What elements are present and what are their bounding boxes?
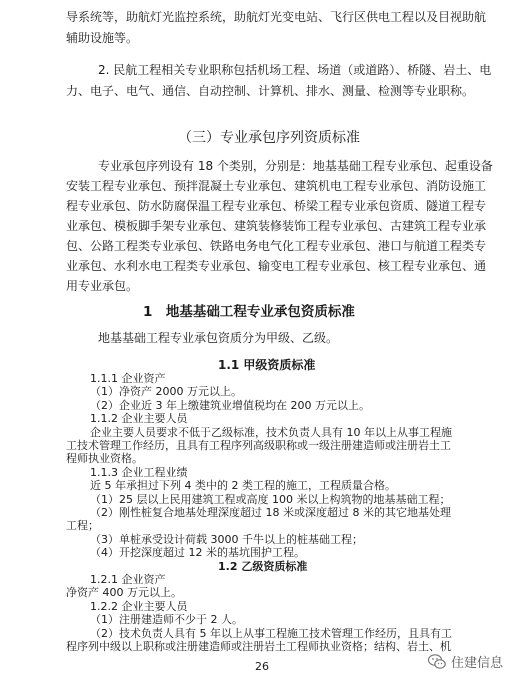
text-line: 专业承包序列设有 18 个类别，分别是：地基基础工程专业承包、起重设备 [98,159,493,173]
heading-1: 1 地基基础工程专业承包资质标准 [143,304,355,320]
text-line: 1.2.1 企业资产 [90,573,166,586]
text-line: 1.1.3 企业工程业绩 [90,466,188,479]
text-line: 业承包、水利水电工程类专业承包、输变电工程专业承包、核工程专业承包、通 [66,259,487,273]
text-line: 近 5 年承担过下列 4 类中的 2 类工程的施工，工程质量合格。 [90,479,396,492]
section-heading: （三）专业承包序列资质标准 [178,130,360,146]
text-line: 导系统等，助航灯光监控系统，助航灯光变电站、飞行区供电工程以及目视助航 [66,10,487,24]
text-line: 1.1.1 企业资产 [90,372,166,385]
page-number: 26 [255,660,269,673]
heading-1-1: 1.1 甲级资质标准 [218,358,316,372]
text-line: （4）开挖深度超过 12 米的基坑围护工程。 [90,546,305,559]
text-line: （1）25 层以上民用建筑工程或高度 100 米以上构筑物的地基基础工程； [90,493,451,506]
text-line: （1）净资产 2000 万元以上。 [90,385,242,398]
text-line: 工技术管理工作经历，且具有工程序列高级职称或一级注册建造师或注册岩土工 [66,439,451,452]
text-line: 2. 民航工程相关专业职称包括机场工程、场道（或道路）、桥隧、岩土、电 [98,63,492,77]
heading-1-2: 1.2 乙级资质标准 [218,560,308,573]
watermark [428,652,503,671]
text-line: （2）企业近 3 年上缴建筑业增值税均在 200 万元以上。 [90,399,370,412]
text-line: （2）技术负责人具有 5 年以上从事工程施工技术管理工作经历，且具有工 [90,627,452,640]
text-line: 工程； [66,519,99,532]
text-line: 用专业承包。 [66,279,139,293]
watermark-text: 住建信息 [451,656,504,671]
wechat-icon [428,654,446,670]
text-line: 包、公路工程类专业承包、铁路电务电气化工程专业承包、港口与航道工程类专 [66,239,487,253]
text-line: 程师执业资格。 [66,452,143,465]
text-line: 净资产 400 万元以上。 [66,586,182,599]
text-line: （1）注册建造师不少于 2 人。 [90,613,243,626]
text-line: 地基基础工程专业承包资质分为甲级、乙级。 [98,331,339,345]
text-line: 力、电子、电气、通信、自动控制、计算机、排水、测量、检测等专业职称。 [66,84,475,98]
text-line: 企业主要人员要求不低于乙级标准，技术负责人具有 10 年以上从事工程施 [90,426,452,439]
text-line: 程专业承包、防水防腐保温工程专业承包、桥梁工程专业承包资质、隧道工程专 [66,199,487,213]
text-line: 1.2.2 企业主要人员 [90,600,188,613]
text-line: 安装工程专业承包、预拌混凝土专业承包、建筑机电工程专业承包、消防设施工 [66,179,487,193]
text-line: 业承包、模板脚手架专业承包、建筑装修装饰工程专业承包、古建筑工程专业承 [66,219,487,233]
text-line: 程序列中级以上职称或注册建造师或注册岩土工程师执业资格；结构、岩土、机 [66,640,451,653]
text-line: （2）刚性桩复合地基处理深度超过 18 米或深度超过 8 米的其它地基处理 [90,506,451,519]
text-line: 辅助设施等。 [66,31,139,45]
text-line: （3）单桩承受设计荷载 3000 千牛以上的桩基础工程； [90,533,363,546]
text-line: 1.1.2 企业主要人员 [90,412,188,425]
